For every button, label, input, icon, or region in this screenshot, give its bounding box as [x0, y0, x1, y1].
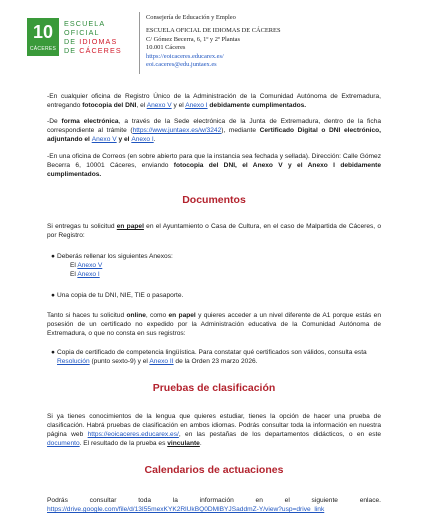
text: .	[153, 136, 156, 143]
sede-electronica-link[interactable]: https://www.juntaex.es/w/3242	[132, 127, 222, 134]
page-header	[0, 0, 422, 78]
registro-paragraph	[47, 92, 381, 110]
text: -En una oficina de Correos (en sobre abierto para que la instancia sea fechada y sellada). Dirección: Calle Gómez Becerra 6, 10001 Cáceres, enviando	[47, 153, 381, 169]
bullet-icon: ●	[51, 292, 55, 299]
school-email-link[interactable]: eoi.caceres@edu.juntaex.es	[146, 61, 217, 69]
logo-wordmark	[64, 19, 134, 55]
logo-line	[64, 46, 134, 55]
text-bold: en papel	[116, 223, 144, 230]
list-item	[51, 348, 377, 366]
text: -En cualquier oficina de Registro Único de la Administración de la Comunidad Autónoma de Extremadura, entregando	[47, 93, 381, 109]
calendarios-heading: Calendarios de actuaciones	[144, 464, 284, 476]
calendarios-link-line	[47, 505, 381, 514]
school-name: ESCUELA OFICIAL DE IDIOMAS DE CÁCERES	[146, 27, 281, 35]
correos-paragraph	[47, 152, 381, 179]
text-bold: en papel	[168, 312, 196, 319]
bullet-icon: ●	[51, 253, 55, 260]
logo-number: 10	[32, 22, 54, 42]
text: Podrás consultar toda la información en el siguiente enlace.	[47, 497, 381, 504]
electronic-paragraph	[47, 117, 381, 144]
logo-line-prefix: DE	[64, 46, 80, 55]
online-paragraph	[47, 311, 381, 338]
resolucion-link[interactable]: Resolución	[57, 358, 90, 365]
text: -De	[47, 118, 62, 125]
anexo-v-link[interactable]: Anexo V	[146, 102, 172, 109]
school-website-link[interactable]: https://eoicaceres.educarex.es/	[146, 52, 224, 60]
anexo-ii-link[interactable]: Anexo II	[149, 358, 174, 365]
ministry-name: Consejería de Educación y Empleo	[146, 14, 236, 21]
text: , en las pestañas de los departamentos didácticos, o en este	[178, 431, 382, 438]
drive-link[interactable]: https://drive.google.com/file/d/13I55mexKYK2RlUkBQ0DMlBYJSaddmZ-Y/view?usp=drive_link	[47, 506, 325, 513]
logo-city: CÁCERES	[29, 46, 57, 52]
text: ), mediante	[221, 127, 260, 134]
text: , como	[145, 312, 169, 319]
school-logo	[27, 18, 59, 56]
logo-line-prefix: DE	[64, 37, 80, 46]
text: Deberás rellenar los siguientes Anexos:	[57, 253, 173, 260]
logo-line: OFICIAL	[64, 28, 100, 37]
anexo-i-link[interactable]: Anexo I	[77, 271, 100, 278]
text: Una copia de tu DNI, NIE, TIE o pasaporte.	[57, 292, 184, 299]
text-bold: fotocopia del DNI, el Anexo V y el Anexo I debidamente cumplimentados.	[47, 162, 381, 178]
logo-line-red: CÁCERES	[79, 46, 122, 55]
text-bold: forma electrónica	[61, 118, 119, 125]
logo-line-red: IDIOMAS	[79, 37, 118, 46]
text-bold: Certificado Digital o DNI electrónico, adjuntando el	[47, 127, 381, 143]
anexo-line	[57, 261, 377, 270]
logo-line: ESCUELA	[64, 19, 106, 28]
text: Copia de certificado de competencia lingüística. Para constatar qué certificados son válidos, consulta esta	[57, 349, 367, 356]
calendarios-paragraph	[47, 496, 381, 505]
text: Tanto si haces tu solicitud	[47, 312, 127, 319]
text-bold: vinculante	[167, 440, 200, 447]
text: en el Ayuntamiento o Casa de Cultura, en el caso de Malpartida de Cáceres, o por Registro:	[47, 223, 382, 239]
text: .	[199, 440, 202, 447]
anexo-i-link[interactable]: Anexo I	[185, 102, 208, 109]
text-bold: fotocopia del DNI	[82, 102, 137, 109]
text: y quieres acceder a un nivel diferente de A1 porque estás en posesión de un certificado no expedido por la Administración educativa de la Comunidad Autónoma de Extremadura, o que no consta en sus registros:	[47, 312, 382, 337]
school-postal: 10.001 Cáceres	[146, 44, 186, 52]
logo-line	[64, 37, 134, 46]
list-item	[51, 252, 377, 279]
text: , a través de la Sede electrónica de la Junta de Extremadura, dentro de la ficha correspondiente al trámite (	[47, 118, 381, 134]
text: Si entregas tu solicitud	[47, 223, 117, 230]
text-bold: debidamente cumplimentados.	[207, 102, 307, 109]
text: y el	[171, 102, 186, 109]
text: Si ya tienes conocimientos de la lengua que quieres estudiar, tienes la opción de hacer una prueba de clasificación. Habrá pruebas de clasificación en ambos idiomas. Podrás consultar toda la información en nuestra página web	[47, 413, 381, 438]
list-item	[51, 291, 377, 300]
text-bold: y el	[116, 136, 132, 143]
text: , el	[136, 102, 147, 109]
anexo-v-link[interactable]: Anexo V	[91, 136, 117, 143]
anexo-line	[57, 270, 377, 279]
text: . El resultado de la prueba es	[79, 440, 168, 447]
documento-link[interactable]: documento	[47, 440, 80, 447]
pruebas-paragraph	[47, 412, 381, 448]
documentos-heading: Documentos	[182, 194, 246, 206]
anexo-v-link[interactable]: Anexo V	[77, 262, 103, 269]
anexo-i-link[interactable]: Anexo I	[131, 136, 154, 143]
text-bold: online	[126, 312, 146, 319]
header-divider	[139, 12, 140, 74]
documentos-paragraph	[47, 222, 381, 240]
school-address: C/ Gómez Becerra, 6, 1º y 2º Plantas	[146, 35, 240, 43]
pruebas-heading: Pruebas de clasificación	[152, 382, 276, 394]
text: El	[70, 262, 78, 269]
eoi-website-link[interactable]: https://eoicaceres.educarex.es/	[87, 431, 179, 438]
text: (punto sexto-9) y el	[89, 358, 150, 365]
text: de la Orden 23 marzo 2026.	[173, 358, 258, 365]
text: El	[70, 271, 78, 278]
bullet-icon: ●	[51, 349, 55, 356]
header-contact-info	[146, 14, 281, 69]
